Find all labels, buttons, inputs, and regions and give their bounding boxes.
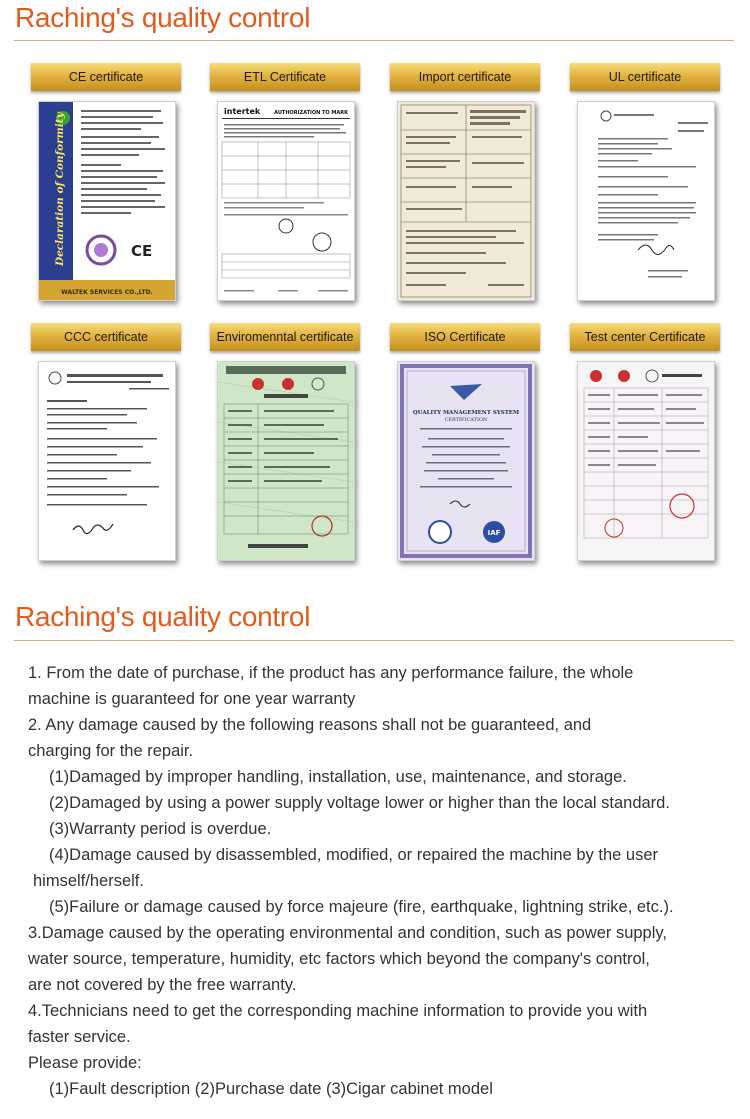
policy-line: 4.Technicians need to get the corresponding machine information to provide you with	[28, 1002, 648, 1020]
certificate-card-environmental[interactable]	[210, 323, 360, 563]
certificate-card-iso[interactable]	[390, 323, 540, 563]
policy-line: machine is guaranteed for one year warranty	[28, 690, 356, 708]
certificate-card-ccc[interactable]	[31, 323, 181, 563]
certificate-image-ul	[577, 101, 715, 301]
policy-line: (2)Damaged by using a power supply voltage lower or higher than the local standard.	[49, 794, 670, 812]
svg-text:IAF: IAF	[487, 529, 501, 537]
policy-line: 2. Any damage caused by the following reasons shall not be guaranteed, and	[28, 716, 592, 734]
certificate-card-ce[interactable]	[31, 63, 181, 303]
certificate-image-import	[397, 101, 535, 301]
certificate-card-import[interactable]	[390, 63, 540, 303]
certificate-label: Import certificate	[390, 63, 540, 91]
policy-line: water source, temperature, humidity, etc factors which beyond the company's control,	[28, 950, 650, 968]
ce-doc-footer: WALTEK SERVICES CO.,LTD.	[61, 289, 153, 296]
warranty-divider	[14, 640, 734, 641]
warranty-policy-text	[28, 660, 738, 1102]
warranty-section-title: Raching's quality control	[15, 601, 311, 632]
policy-line: (1)Damaged by improper handling, installation, use, maintenance, and storage.	[49, 768, 627, 786]
certificate-label: Test center Certificate	[570, 323, 720, 351]
page-title: Raching's quality control	[15, 2, 311, 33]
policy-line: Please provide:	[28, 1054, 142, 1072]
certificate-label: CE certificate	[31, 63, 181, 91]
etl-brand: intertek	[224, 107, 261, 116]
certificate-image-ce	[38, 101, 176, 301]
certificate-image-ccc	[38, 361, 176, 561]
policy-line: (1)Fault description (2)Purchase date (3)Cigar cabinet model	[49, 1080, 493, 1098]
certificate-card-ul[interactable]	[570, 63, 720, 303]
policy-line: 3.Damage caused by the operating environmental and condition, such as power supply,	[28, 924, 668, 942]
policy-line: (3)Warranty period is overdue.	[49, 820, 272, 838]
certificate-image-environmental	[217, 361, 355, 561]
certificate-label: ISO Certificate	[390, 323, 540, 351]
policy-line: are not covered by the free warranty.	[28, 976, 297, 994]
ce-doc-title: Declaration of Conformity	[54, 112, 66, 266]
certificate-label: CCC certificate	[31, 323, 181, 351]
certificate-card-etl[interactable]	[210, 63, 360, 303]
policy-line: himself/herself.	[33, 872, 144, 890]
certificate-label: Enviromenntal certificate	[210, 323, 360, 351]
policy-line: charging for the repair.	[28, 742, 194, 760]
certificate-card-test-center[interactable]	[570, 323, 720, 563]
policy-line: faster service.	[28, 1028, 131, 1046]
etl-doc-title: AUTHORIZATION TO MARK	[274, 110, 348, 116]
svg-text:CE: CE	[131, 242, 153, 260]
certificate-label: ETL Certificate	[210, 63, 360, 91]
iso-doc-title: QUALITY MANAGEMENT SYSTEM	[412, 410, 520, 416]
certificate-image-iso	[397, 361, 535, 561]
certificate-image-test-center	[577, 361, 715, 561]
policy-line: (4)Damage caused by disassembled, modified, or repaired the machine by the user	[49, 846, 658, 864]
policy-line: (5)Failure or damage caused by force majeure (fire, earthquake, lightning strike, etc.).	[49, 898, 674, 916]
certificate-label: UL certificate	[570, 63, 720, 91]
policy-line: 1. From the date of purchase, if the product has any performance failure, the whole	[28, 664, 634, 682]
certificate-image-etl	[217, 101, 355, 301]
iso-doc-subtitle: CERTIFICATION	[444, 417, 488, 423]
